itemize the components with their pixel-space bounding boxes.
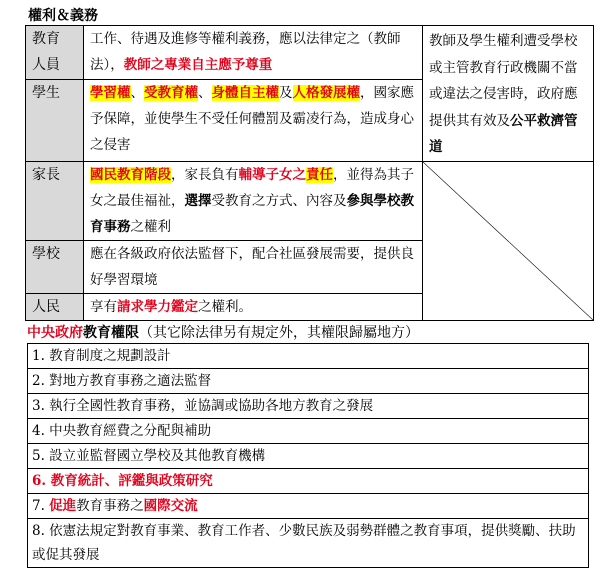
text-run: 教育事務之 — [76, 498, 144, 514]
category-label: 人民 — [32, 298, 60, 315]
text-run: 促進 — [49, 498, 77, 514]
central-powers-heading — [27, 322, 419, 342]
text-run: 受教育之方式、內容及 — [211, 192, 347, 209]
text-run: 7. — [32, 498, 50, 514]
power-item — [28, 394, 589, 419]
text-run: 6. 教育統計、評鑑與政策研究 — [32, 473, 213, 489]
text-run: 之權利 — [130, 218, 171, 235]
text-run: 2. 對地方教育事務之適法監督 — [32, 373, 212, 389]
text-run: ，家長負有 — [171, 166, 239, 183]
power-item — [28, 444, 589, 469]
text-run: 工作、待遇及進修等權利義務，應以法律定之（教師法）， — [90, 31, 401, 73]
text-run: 國民教育階段 — [90, 166, 171, 183]
text-run: 之權利。 — [198, 298, 252, 315]
power-item — [28, 419, 589, 444]
text-run: 教師之專業自主應予尊重 — [123, 57, 273, 73]
category-label: 教育人員 — [32, 31, 60, 73]
text-run: 人格發展權 — [292, 85, 360, 102]
power-row — [28, 444, 589, 469]
text-run: 輔導子女之 — [238, 166, 306, 183]
power-row — [28, 494, 589, 519]
text-run: ，國家應予保障，並使學生不受任何體罰及霸凌行為，造成身心之侵害 — [90, 85, 414, 154]
rights-heading: 權利＆義務 — [28, 8, 98, 24]
category-label: 家長 — [32, 166, 60, 183]
text-run: 、 — [130, 85, 144, 102]
text-run: 參與學校教育事務 — [90, 192, 414, 235]
power-row — [28, 519, 589, 568]
description-cell — [84, 80, 423, 161]
text-run: 責任 — [306, 166, 333, 183]
description-cell — [84, 293, 423, 320]
text-run: 3. 執行全國性教育事務，並協調或協助各地方教育之發展 — [32, 398, 374, 414]
text-run: 公平救濟管道 — [429, 112, 578, 155]
rights-table — [25, 25, 594, 321]
text-run: 中央政府 — [27, 325, 83, 341]
text-run: 教育權限 — [83, 325, 139, 341]
description-cell — [84, 26, 423, 80]
category-cell — [26, 80, 84, 161]
category-label: 學生 — [32, 85, 60, 102]
diagonal-line — [423, 162, 593, 320]
power-item — [28, 494, 589, 519]
text-run: 國際交流 — [143, 498, 198, 514]
text-run: 身體自主權 — [211, 85, 279, 102]
text-run: 應在各級政府依法監督下，配合社區發展需要，提供良好學習環境 — [90, 245, 414, 288]
description-cell — [84, 240, 423, 293]
text-run: 8. 依憲法規定對教育事業、教育工作者、少數民族及弱勢群體之教育事項，提供獎勵、扶助或促其發展 — [32, 523, 576, 563]
text-run: 1. 教育制度之規劃設計 — [32, 348, 171, 364]
text-run: （其它除法律另有規定外，其權限歸屬地方） — [139, 325, 419, 341]
power-row — [28, 344, 589, 369]
power-row — [28, 419, 589, 444]
remedy-cell — [423, 26, 594, 162]
category-cell — [26, 293, 84, 320]
category-label: 學校 — [32, 245, 60, 262]
text-run: 5. 設立並監督國立學校及其他教育機構 — [32, 448, 266, 464]
text-run: 選擇 — [184, 192, 212, 209]
description-cell — [84, 161, 423, 240]
text-run: 教師及學生權利遭受學校或主管教育行政機關不當或違法之侵害時，政府應提供其有效及 — [429, 33, 578, 129]
text-run: 受教育權 — [144, 85, 198, 102]
power-row — [28, 469, 589, 494]
power-item — [28, 469, 589, 494]
power-row — [28, 394, 589, 419]
central-powers-list — [27, 343, 589, 568]
category-cell — [26, 240, 84, 293]
power-item — [28, 369, 589, 394]
text-run: 及 — [279, 85, 293, 102]
power-item — [28, 344, 589, 369]
text-run: 、 — [198, 85, 212, 102]
text-run: ，並得為其子女之最佳福祉， — [90, 166, 414, 209]
category-cell — [26, 26, 84, 80]
text-run: 4. 中央教育經費之分配與補助 — [32, 423, 212, 439]
blank-diagonal-cell — [423, 161, 594, 320]
category-cell — [26, 161, 84, 240]
text-run: 請求學力鑑定 — [117, 298, 198, 315]
power-item — [28, 519, 589, 568]
power-row — [28, 369, 589, 394]
text-run: 享有 — [90, 298, 117, 315]
text-run: 學習權 — [90, 85, 131, 102]
